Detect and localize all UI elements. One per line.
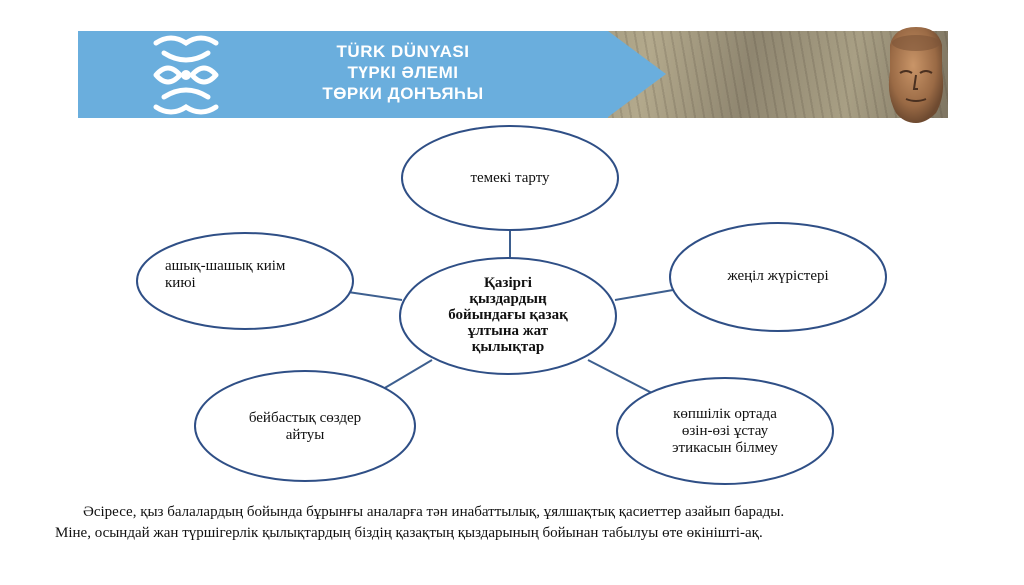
node-bottom-right-line-3: этикасын білмеу xyxy=(672,440,778,456)
paragraph-line-2: Міне, осындай жан түршігерлік қылықтардың біздің қазақтың қыздарының бойынан табылуы өте өкінішті-ақ. xyxy=(55,525,763,541)
node-right-text: жеңіл жүрістері xyxy=(727,268,829,284)
connector-right xyxy=(615,290,673,300)
center-line-1: Қазіргі xyxy=(484,275,532,291)
paragraph-line-1-text: Әсіресе, қыз балалардың бойында бұрынғы аналарға тән инабаттылық, ұялшақтық қасиеттер азайып барады. xyxy=(83,504,785,520)
center-line-3: бойындағы қазақ xyxy=(448,307,568,323)
node-top-left-line-1: ашық-шашық киім xyxy=(165,258,286,274)
connector-bottom-left xyxy=(378,360,432,392)
node-top-left-text xyxy=(150,258,355,292)
connector-top-left xyxy=(348,292,402,300)
node-bottom-right-line-1: көпшілік ортада xyxy=(673,406,777,422)
connector-bottom-right xyxy=(588,360,652,393)
center-node-text xyxy=(420,275,596,355)
center-line-5: қылықтар xyxy=(471,339,545,355)
node-bottom-right-line-2: өзін-өзі ұстау xyxy=(681,423,769,439)
node-bottom-left-line-1: бейбастық сөздер xyxy=(248,410,362,426)
center-line-2: қыздардың xyxy=(469,291,547,307)
body-paragraph xyxy=(55,502,995,544)
node-bottom-right-text xyxy=(635,406,815,457)
center-line-4: ұлтына жат xyxy=(467,323,549,339)
banner-line-3: ТӨРКИ ДОНЪЯҺЫ xyxy=(322,84,484,103)
node-bottom-left-text xyxy=(215,410,395,444)
paragraph-line-1 xyxy=(55,502,995,523)
node-bottom-left-line-2: айтуы xyxy=(285,427,325,443)
banner-line-2: ТҮРКІ ӘЛЕМІ xyxy=(347,63,459,82)
banner-line-1: TÜRK DÜNYASI xyxy=(336,42,470,61)
node-top-left-line-2: киюі xyxy=(165,275,196,291)
node-top-text: темекі тарту xyxy=(470,170,550,186)
